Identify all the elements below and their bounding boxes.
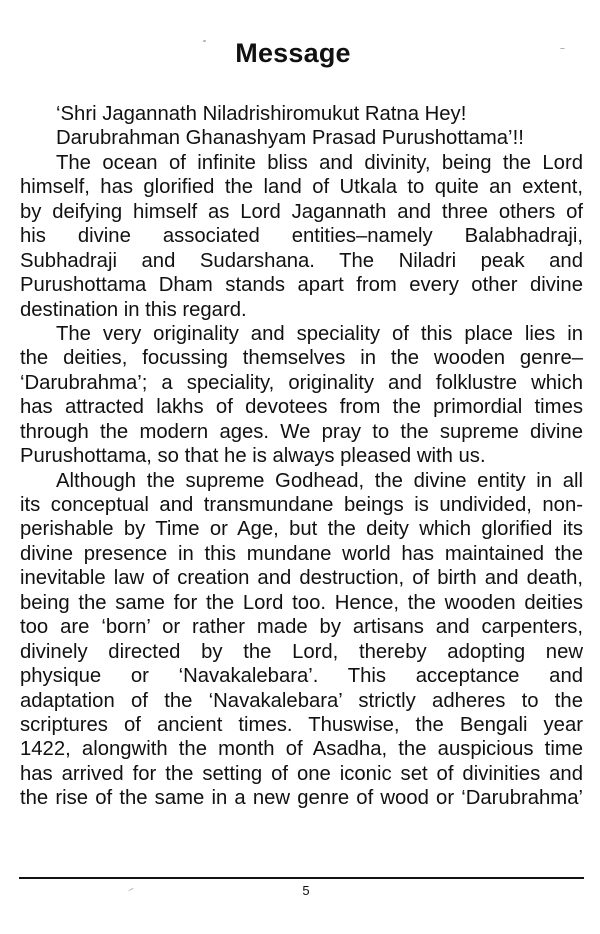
scan-speck <box>203 40 206 42</box>
text-line: Darubrahman Ghanashyam Prasad Purushottama’!! <box>56 127 524 150</box>
text-line: has arrived for the setting of one iconic set of divinities and <box>20 762 583 785</box>
message-body <box>20 102 583 811</box>
text-line: The very originality and speciality of this place lies in <box>56 322 583 345</box>
text-line: divinely directed by the Lord, thereby adopting new <box>20 640 583 663</box>
text-line: too are ‘born’ or rather made by artisans and carpenters, <box>20 616 583 639</box>
text-line: inevitable law of creation and destruction, of birth and death, <box>20 567 583 590</box>
text-line: destination in this regard. <box>20 298 247 321</box>
text-line: Although the supreme Godhead, the divine entity in all <box>56 469 583 492</box>
text-line: himself, has glorified the land of Utkala to quite an extent, <box>20 176 583 199</box>
page-title: Message <box>235 38 351 68</box>
text-line: his divine associated entities–namely Balabhadraji, <box>20 225 583 248</box>
text-line: the deities, focussing themselves in the wooden genre– <box>20 347 583 370</box>
text-line: its conceptual and transmundane beings is undivided, non- <box>20 494 583 516</box>
text-line: has attracted lakhs of devotees from the primordial times <box>20 396 583 419</box>
text-line: The ocean of infinite bliss and divinity, being the Lord <box>56 151 583 174</box>
text-line: ‘Shri Jagannath Niladrishiromukut Ratna Hey! <box>56 103 467 125</box>
text-line: physique or ‘Navakalebara’. This acceptance and <box>20 665 583 688</box>
text-line: scriptures of ancient times. Thuswise, the Bengali year <box>20 713 583 736</box>
text-line: perishable by Time or Age, but the deity which glorified its <box>20 518 583 541</box>
text-line: the rise of the same in a new genre of wood or ‘Darubrahma’ <box>20 787 583 810</box>
text-line: being the same for the Lord too. Hence, the wooden deities <box>20 591 583 614</box>
footer-rule <box>19 877 584 879</box>
text-line: through the modern ages. We pray to the supreme divine <box>20 420 583 443</box>
page-number: 5 <box>302 883 310 898</box>
text-line: by deifying himself as Lord Jagannath and three others of <box>20 200 583 223</box>
text-line: 1422, alongwith the month of Asadha, the auspicious time <box>20 738 583 761</box>
text-line: Subhadraji and Sudarshana. The Niladri peak and <box>20 249 583 272</box>
text-line: divine presence in this mundane world has maintained the <box>20 542 583 565</box>
text-line: Purushottama Dham stands apart from every other divine <box>20 274 583 297</box>
text-line: Purushottama, so that he is always pleased with us. <box>20 445 486 468</box>
text-line: ‘Darubrahma’; a speciality, originality and folklustre which <box>20 371 583 394</box>
scan-speck <box>560 48 565 49</box>
text-line: adaptation of the ‘Navakalebara’ strictly adheres to the <box>20 689 583 712</box>
